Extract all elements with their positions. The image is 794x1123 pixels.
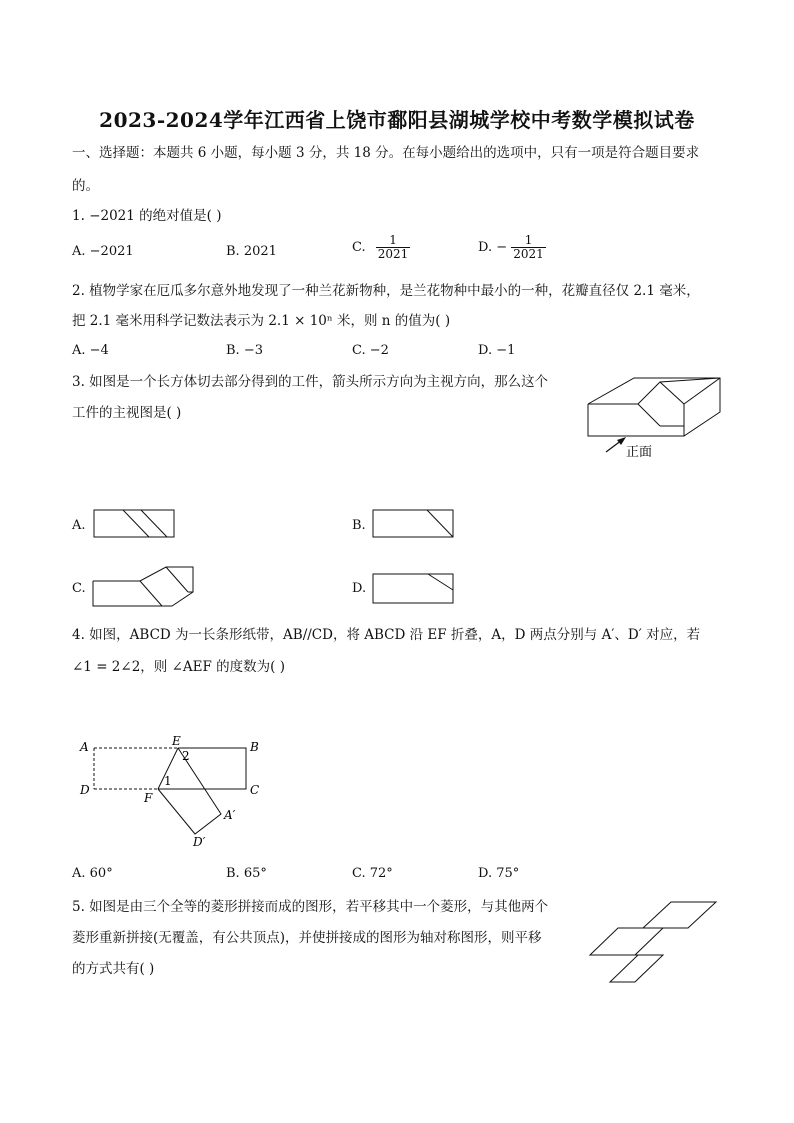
q5-rhombus-top — [643, 902, 716, 928]
q4-stem-line2: ∠1 = 2∠2，则 ∠AEF 的度数为( ) — [72, 659, 285, 675]
q4-option-d: D. 75° — [478, 866, 520, 881]
q5-rhombus-bottom — [610, 955, 663, 982]
q4-label-e: E — [172, 734, 181, 748]
q5-rhombus-left — [590, 928, 663, 955]
q3-workpiece-outline — [588, 378, 720, 436]
q1-option-c-denominator: 2021 — [377, 247, 409, 261]
q2-stem-line1: 2. 植物学家在厄瓜多尔意外地发现了一种兰花新物种，是兰花物种中最小的一种，花瓣直径仅 2.1 毫米， — [72, 283, 700, 299]
q1-option-d-numerator: 1 — [511, 234, 546, 248]
q4-option-b: B. 65° — [226, 866, 267, 881]
q4-label-c: C — [250, 783, 260, 797]
q1-option-a: A. −2021 — [72, 244, 134, 259]
q3-option-b-label: B. — [352, 518, 366, 533]
q1-text: −2021 的绝对值是( ) — [89, 208, 222, 224]
q2-option-a: A. −4 — [72, 343, 109, 358]
q3-option-a-figure — [93, 509, 177, 539]
q3-option-c-figure — [92, 566, 196, 608]
q3-front-label: 正面 — [626, 445, 653, 460]
q3-arrow-icon — [606, 437, 626, 452]
q3-workpiece-figure — [584, 374, 724, 460]
q1-number: 1. — [72, 208, 85, 224]
q3-option-a-label: A. — [72, 518, 86, 533]
q4-option-a: A. 60° — [72, 866, 113, 881]
q1-option-c-fraction — [376, 234, 411, 261]
q1-option-c-label: C. — [352, 240, 366, 255]
q4-angle-2: 2 — [182, 749, 190, 763]
q2-option-b: B. −3 — [226, 343, 263, 358]
q1-option-c-numerator: 1 — [376, 234, 411, 248]
page-title: 2023-2024学年江西省上饶市鄱阳县湖城学校中考数学模拟试卷 — [99, 108, 695, 132]
q4-option-c: C. 72° — [352, 866, 393, 881]
q5-stem-line2: 菱形重新拼接(无覆盖，有公共顶点)，并使拼接成的图形为轴对称图形，则平移 — [72, 930, 542, 946]
q4-fold-figure — [76, 732, 272, 852]
q1-option-c — [352, 234, 410, 261]
q1-option-d — [478, 234, 546, 261]
q2-option-d: D. −1 — [478, 343, 516, 358]
q5-stem-line1: 5. 如图是由三个全等的菱形拼接而成的图形，若平移其中一个菱形，与其他两个 — [72, 899, 549, 915]
q4-angle-1: 1 — [164, 774, 172, 788]
q1-option-b: B. 2021 — [226, 244, 277, 259]
q3-option-d-figure — [372, 573, 456, 605]
q3-option-c-label: C. — [72, 581, 86, 596]
q3-option-d-label: D. — [352, 581, 367, 596]
q3-stem-line2: 工件的主视图是( ) — [72, 405, 182, 421]
q4-label-f: F — [144, 791, 153, 805]
q5-rhombus-figure — [588, 900, 720, 986]
q4-stem-line1: 4. 如图，ABCD 为一长条形纸带，AB//CD，将 ABCD 沿 EF 折叠，A，D 两点分别与 A′、D′ 对应，若 — [72, 627, 701, 643]
q2-stem-line2: 把 2.1 毫米用科学记数法表示为 2.1 × 10ⁿ 米，则 n 的值为( ) — [72, 313, 451, 329]
q4-label-d: D — [80, 783, 90, 797]
q3-stem-line1: 3. 如图是一个长方体切去部分得到的工件，箭头所示方向为主视方向，那么这个 — [72, 374, 549, 390]
section-instructions-line2: 的。 — [72, 178, 99, 194]
q3-option-b-figure — [372, 509, 456, 539]
q4-label-b: B — [250, 740, 259, 754]
q1-option-d-denominator: 2021 — [513, 247, 544, 261]
q4-label-a: A — [80, 740, 89, 754]
q4-label-a-prime: A′ — [224, 808, 236, 822]
q4-label-d-prime: D′ — [193, 835, 206, 849]
q1-option-d-fraction — [511, 234, 546, 261]
q1-stem — [72, 206, 221, 226]
q1-option-d-label: D. − — [478, 240, 508, 255]
section-instructions-line1: 一、选择题：本题共 6 小题，每小题 3 分，共 18 分。在每小题给出的选项中，只有一项是符合题目要求 — [72, 145, 700, 161]
q2-option-c: C. −2 — [352, 343, 389, 358]
q5-stem-line3: 的方式共有( ) — [72, 961, 155, 977]
